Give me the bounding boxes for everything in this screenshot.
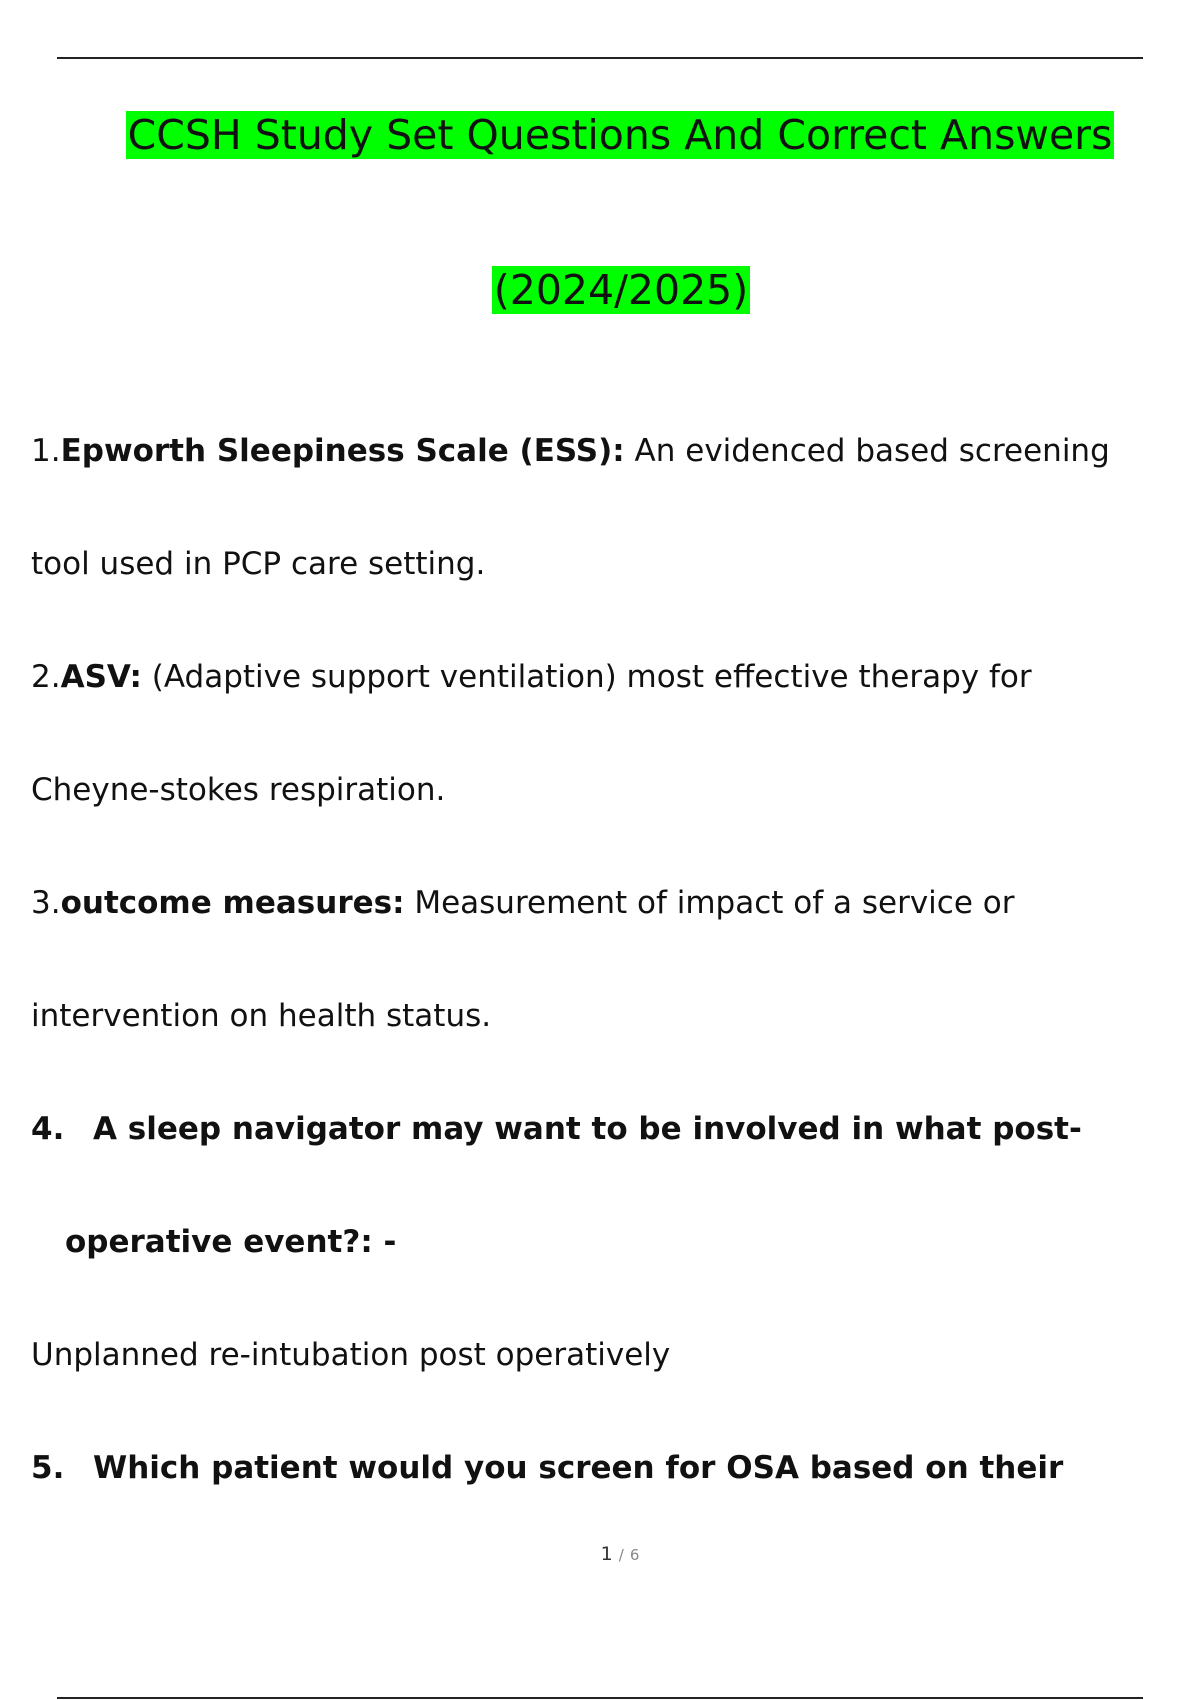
page-separator: / bbox=[618, 1546, 624, 1564]
item-term: Epworth Sleepiness Scale (ESS): bbox=[60, 433, 625, 469]
item-number: 2. bbox=[31, 659, 61, 695]
item-definition: (Adaptive support ventilation) most effective therapy for bbox=[141, 659, 1032, 695]
item-1 bbox=[31, 431, 1110, 471]
item-question: Which patient would you screen for OSA based on their bbox=[93, 1450, 1064, 1486]
item-definition-continued: intervention on health status. bbox=[31, 998, 492, 1034]
title-line-2: (2024/2025) bbox=[493, 266, 749, 314]
top-rule bbox=[57, 57, 1143, 59]
item-3 bbox=[31, 883, 1014, 923]
document-title-year bbox=[1, 264, 1200, 316]
page-indicator bbox=[0, 1543, 1200, 1565]
item-number: 3. bbox=[31, 885, 61, 921]
item-2 bbox=[31, 657, 1032, 697]
item-definition: Measurement of impact of a service or bbox=[404, 885, 1015, 921]
bottom-rule bbox=[57, 1697, 1143, 1699]
title-line-1: CCSH Study Set Questions And Correct Answers bbox=[127, 111, 1113, 159]
item-5 bbox=[31, 1448, 1063, 1488]
page-current: 1 bbox=[600, 1543, 613, 1565]
item-term: ASV: bbox=[60, 659, 142, 695]
item-number: 5. bbox=[31, 1450, 65, 1486]
item-4-answer bbox=[31, 1335, 670, 1375]
item-question: A sleep navigator may want to be involved in what post- bbox=[93, 1111, 1082, 1147]
item-definition-continued: Cheyne-stokes respiration. bbox=[31, 772, 446, 808]
document-title bbox=[0, 109, 1200, 161]
item-4-continued bbox=[65, 1222, 396, 1262]
item-3-continued bbox=[31, 996, 491, 1036]
item-number: 1. bbox=[31, 433, 61, 469]
item-number: 4. bbox=[31, 1111, 65, 1147]
item-term: outcome measures: bbox=[60, 885, 405, 921]
item-1-continued bbox=[31, 544, 485, 584]
item-answer: Unplanned re-intubation post operatively bbox=[31, 1337, 671, 1373]
item-definition: An evidenced based screening bbox=[624, 433, 1110, 469]
item-2-continued bbox=[31, 770, 445, 810]
item-4 bbox=[31, 1109, 1082, 1149]
item-question-continued: operative event?: - bbox=[65, 1224, 397, 1260]
item-definition-continued: tool used in PCP care setting. bbox=[31, 546, 486, 582]
page-total: 6 bbox=[629, 1546, 640, 1564]
